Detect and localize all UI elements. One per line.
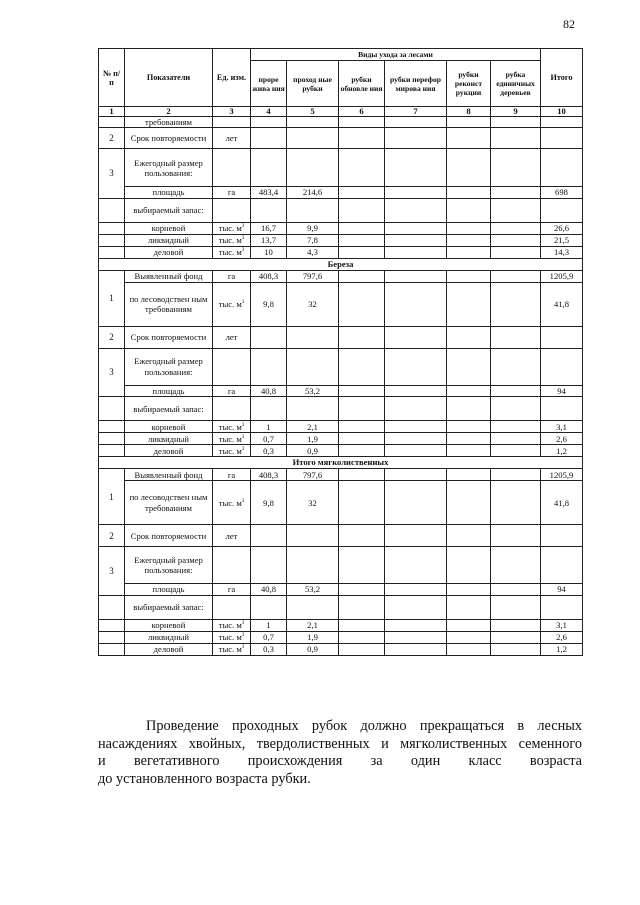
forest-care-table — [98, 48, 583, 656]
row-label: корневой — [125, 421, 213, 433]
cell-passage: 0,9 — [287, 643, 339, 655]
cell-thinning: 483,4 — [251, 187, 287, 198]
col-number: 8 — [447, 107, 491, 117]
row-num: 2 — [99, 525, 125, 547]
cell-total: 94 — [541, 584, 583, 595]
cell-total: 2,6 — [541, 631, 583, 643]
row-label: Выявленный фонд — [125, 270, 213, 282]
table-row — [99, 631, 583, 643]
header-col-thinning: проре жива ния — [251, 61, 287, 107]
row-unit: тыс. $м^3$ — [213, 445, 251, 457]
cell-total: 3,1 — [541, 619, 583, 631]
table-row — [99, 525, 583, 547]
row-unit: тыс. $м^3$ — [213, 619, 251, 631]
row-label: Срок повторяемости — [125, 525, 213, 547]
cell-thinning: 0,7 — [251, 433, 287, 445]
header-col-renewal-cutting: рубки обновле ния — [339, 61, 385, 107]
cell-total: 698 — [541, 187, 583, 198]
cell-thinning: 40,8 — [251, 584, 287, 595]
cell-total: 1205,9 — [541, 469, 583, 481]
cell-thinning: 9,8 — [251, 481, 287, 525]
col-number: 10 — [541, 107, 583, 117]
cell-total: 2,6 — [541, 433, 583, 445]
row-label: требованиям — [125, 117, 213, 128]
cell-thinning: 10 — [251, 246, 287, 258]
row-label: ликвидный — [125, 631, 213, 643]
table-row — [99, 128, 583, 149]
cell-passage: 4,3 — [287, 246, 339, 258]
header-group: Виды ухода за лесами — [251, 49, 541, 61]
cell-thinning: 9,8 — [251, 282, 287, 326]
row-unit: тыс. $м^3$ — [213, 282, 251, 326]
row-label: корневой — [125, 222, 213, 234]
header-col-passage-cutting: проход ные рубки — [287, 61, 339, 107]
row-label: деловой — [125, 246, 213, 258]
row-num: 2 — [99, 326, 125, 348]
cell-thinning: 13,7 — [251, 234, 287, 246]
header-col-single-tree-cutting: рубка единичных деревьев — [491, 61, 541, 107]
row-label: ликвидный — [125, 433, 213, 445]
row-label: площадь — [125, 385, 213, 396]
row-unit: га — [213, 187, 251, 198]
table-row: 1 Выявленный фонд га 408,3 797,6 1205,9 — [99, 469, 583, 481]
header-unit: Ед. изм. — [213, 49, 251, 107]
cell-passage: 0,9 — [287, 445, 339, 457]
header-col-reformation-cutting: рубки перефор мирова ния — [385, 61, 447, 107]
row-label: Срок повторяемости — [125, 128, 213, 149]
cell-thinning: 1 — [251, 421, 287, 433]
cell-total: 14,3 — [541, 246, 583, 258]
row-label: Выявленный фонд — [125, 469, 213, 481]
table-row — [99, 547, 583, 584]
cell-total: 94 — [541, 385, 583, 396]
row-label: выбираемый запас: — [125, 397, 213, 421]
cell-thinning: 408,3 — [251, 469, 287, 481]
cell-total: 3,1 — [541, 421, 583, 433]
body-paragraph — [98, 718, 582, 788]
col-number: 7 — [385, 107, 447, 117]
section-birch — [99, 258, 583, 456]
table-row — [99, 222, 583, 234]
page-number: 82 — [563, 17, 575, 31]
cell-passage: 32 — [287, 282, 339, 326]
table-row — [99, 433, 583, 445]
cell-thinning: 40,8 — [251, 385, 287, 396]
table-row — [99, 187, 583, 198]
cell-passage: 797,6 — [287, 469, 339, 481]
paragraph-line: Проведение проходных рубок должно прекращаться в лесных — [146, 718, 582, 734]
col-number: 9 — [491, 107, 541, 117]
table-row — [99, 234, 583, 246]
table-row — [99, 397, 583, 421]
cell-passage: 1,9 — [287, 433, 339, 445]
row-unit: тыс. $м^3$ — [213, 246, 251, 258]
row-label: Ежегодный размер пользования: — [125, 348, 213, 385]
row-unit: тыс. $м^3$ — [213, 433, 251, 445]
row-label: деловой — [125, 445, 213, 457]
row-unit: тыс. $м^3$ — [213, 222, 251, 234]
row-unit: га — [213, 584, 251, 595]
table-row — [99, 643, 583, 655]
section-title: Итого мягколиственных — [99, 457, 583, 469]
table-row — [99, 619, 583, 631]
cell-passage: 2,1 — [287, 421, 339, 433]
table-row — [99, 246, 583, 258]
cell-passage: 53,2 — [287, 385, 339, 396]
col-number: 2 — [125, 107, 213, 117]
cell-passage: 9,9 — [287, 222, 339, 234]
paragraph-line: насаждениях хвойных, твердолиственных и мягколиственных семенного — [98, 735, 582, 752]
table-row — [99, 117, 583, 128]
row-label: Срок повторяемости — [125, 326, 213, 348]
table-row — [99, 421, 583, 433]
row-label: выбираемый запас: — [125, 198, 213, 222]
row-unit: лет — [213, 326, 251, 348]
cell-thinning: 408,3 — [251, 270, 287, 282]
row-unit: лет — [213, 525, 251, 547]
table-row — [99, 595, 583, 619]
cell-total: 1,2 — [541, 643, 583, 655]
cell-thinning: 1 — [251, 619, 287, 631]
section-title: Береза — [99, 258, 583, 270]
cell-total: 41,8 — [541, 481, 583, 525]
table-row — [99, 385, 583, 396]
table-row — [99, 198, 583, 222]
row-unit: тыс. $м^3$ — [213, 631, 251, 643]
row-unit: га — [213, 270, 251, 282]
row-num: 3 — [99, 547, 125, 595]
row-label: Ежегодный размер пользования: — [125, 547, 213, 584]
cell-passage: 214,6 — [287, 187, 339, 198]
cell-passage: 53,2 — [287, 584, 339, 595]
row-unit: га — [213, 385, 251, 396]
cell-thinning: 16,7 — [251, 222, 287, 234]
cell-thinning: 0,3 — [251, 643, 287, 655]
row-label: по лесоводствен ным требованиям — [125, 481, 213, 525]
col-number: 6 — [339, 107, 385, 117]
cell-passage: 7,8 — [287, 234, 339, 246]
row-label: выбираемый запас: — [125, 595, 213, 619]
table-row: 1 Выявленный фонд га 408,3 797,6 1205,9 — [99, 270, 583, 282]
row-label: площадь — [125, 584, 213, 595]
header-num: № п/ п — [99, 49, 125, 107]
col-number: 4 — [251, 107, 287, 117]
row-label: Ежегодный размер пользования: — [125, 149, 213, 187]
cell-total: 1205,9 — [541, 270, 583, 282]
table-row — [99, 348, 583, 385]
row-label: по лесоводствен ным требованиям — [125, 282, 213, 326]
row-num: 2 — [99, 128, 125, 149]
row-label: корневой — [125, 619, 213, 631]
header-col-reconstruction-cutting: рубки реконст рукции — [447, 61, 491, 107]
cell-passage: 2,1 — [287, 619, 339, 631]
row-unit: лет — [213, 128, 251, 149]
table-row — [99, 481, 583, 525]
table-row — [99, 445, 583, 457]
header-indicator: Показатели — [125, 49, 213, 107]
row-unit: тыс. $м^3$ — [213, 421, 251, 433]
paragraph-line: и вегетативного происхождения за один класс возраста — [98, 753, 582, 770]
row-num: 3 — [99, 348, 125, 396]
col-number: 1 — [99, 107, 125, 117]
row-unit: тыс. $м^3$ — [213, 643, 251, 655]
row-unit: га — [213, 469, 251, 481]
row-label: площадь — [125, 187, 213, 198]
column-number-row — [99, 107, 583, 117]
cell-total: 21,5 — [541, 234, 583, 246]
row-unit: тыс. $м^3$ — [213, 234, 251, 246]
table-row — [99, 326, 583, 348]
cell-total: 26,6 — [541, 222, 583, 234]
cell-passage: 797,6 — [287, 270, 339, 282]
table-row — [99, 149, 583, 187]
cell-thinning: 0,3 — [251, 445, 287, 457]
cell-total: 1,2 — [541, 445, 583, 457]
row-num: 3 — [99, 149, 125, 198]
cell-thinning: 0,7 — [251, 631, 287, 643]
header-total: Итого — [541, 49, 583, 107]
row-unit: тыс. $м^3$ — [213, 481, 251, 525]
table-row — [99, 584, 583, 595]
table-row — [99, 282, 583, 326]
col-number: 3 — [213, 107, 251, 117]
col-number: 5 — [287, 107, 339, 117]
cell-passage: 32 — [287, 481, 339, 525]
cell-total: 41,8 — [541, 282, 583, 326]
paragraph-line: до установленного возраста рубки. — [98, 770, 311, 787]
row-label: ликвидный — [125, 234, 213, 246]
section-softwood-total — [99, 457, 583, 655]
row-label: деловой — [125, 643, 213, 655]
cell-passage: 1,9 — [287, 631, 339, 643]
